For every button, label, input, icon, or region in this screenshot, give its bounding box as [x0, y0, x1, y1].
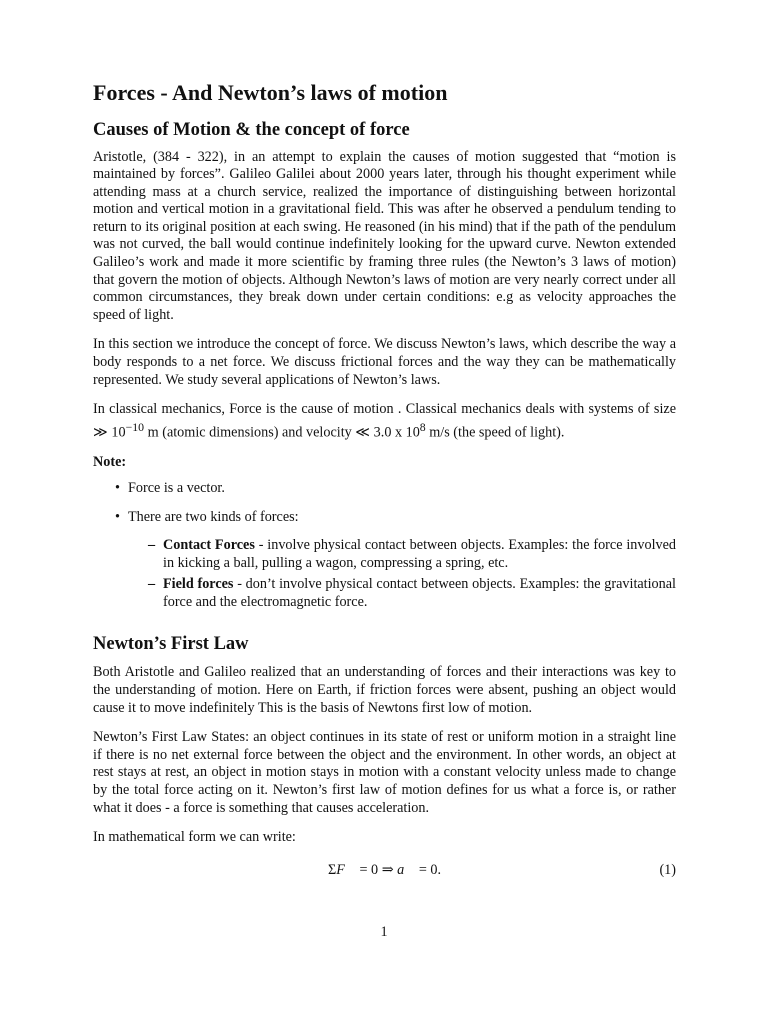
equation-1 — [93, 859, 676, 881]
exponent-speed-of-light: 8 — [419, 419, 426, 434]
bullet-text: There are two kinds of forces: — [128, 509, 299, 526]
paragraph-aristotle-galileo-forces: Both Aristotle and Galileo realized that an understanding of forces and their interactions was key to the understanding of motion. Here on Earth, if friction forces were absent, pushing an object would cause it to move indefinitely This is the basis of Newtons first low of motion. — [93, 664, 676, 716]
paragraph-first-law-statement: Newton’s First Law States: an object continues in its state of rest or uniform motion in a straight line if there is no net external force between the object and the environment. In other words, an object at rest stays at rest, an object in motion stays in motion with a constant velocity unless made to change by the total force acting on it. Newton’s first law of motion defines for us what a force is, or rather what it does - a force is something that causes acceleration. — [93, 729, 676, 816]
page-number: 1 — [380, 924, 388, 940]
document-title: Forces - And Newton’s laws of motion — [93, 80, 448, 105]
classical-mechanics-text-2: m (atomic dimensions) and velocity ≪ 3.0 x 10 — [144, 424, 420, 441]
term-field-forces: Field forces — [163, 576, 234, 593]
section-heading-newtons-first-law: Newton’s First Law — [93, 634, 249, 655]
paragraph-mathematical-form: In mathematical form we can write: — [93, 829, 296, 846]
bullet-kinds-of-forces — [93, 509, 676, 611]
paragraph-aristotle-galileo: Aristotle, (384 - 322), in an attempt to explain the causes of motion suggested that “motion is maintained by forces”. Galileo Galilei about 2000 years later, through his thought experiment while attending mass at a church service, realized the importance of distinguishing between horizontal motion and vertical motion in a gravitational field. This was after he observed a pendulum tending to return to its original position at each swing. He reasoned (in his mind) that if the path of the pendulum was not curved, the ball would continue indefinitely looking for the upward curve. Newton extended Galileo’s work and made it more scientific by framing three rules (the Newton’s 3 laws of motion) that govern the motion of objects. Although Newton’s laws of motion are very nearly correct under all common circumstances, they break down under certain conditions: e.g as velocity approaches the speed of light. — [93, 148, 676, 323]
note-label: Note: — [93, 454, 127, 471]
subitem-contact-forces — [128, 537, 676, 572]
equation-number: (1) — [659, 861, 676, 878]
classical-mechanics-text-3: m/s (the speed of light). — [425, 424, 565, 441]
bullet-force-is-vector — [93, 480, 676, 498]
exponent-atomic-size: −10 — [125, 419, 145, 434]
paragraph-section-intro: In this section we introduce the concept of force. We discuss Newton’s laws, which describe the way a body responds to a net force. We discuss frictional forces and the way they can be mathematically represented. We study several applications of Newton’s laws. — [93, 336, 676, 388]
field-forces-description: - don’t involve physical contact between objects. Examples: the gravitational force and the electromagnetic force. — [163, 576, 676, 610]
contact-forces-description: - involve physical contact between objects. Examples: the force involved in kicking a ball, pulling a wagon, compressing a spring, etc. — [163, 536, 676, 571]
section-heading-causes-of-motion: Causes of Motion & the concept of force — [93, 120, 410, 141]
force-kinds-sublist — [128, 537, 676, 611]
equation-net-force-zero: ΣF⃗ = 0 ⇒ a⃗ = 0. — [327, 861, 442, 878]
subitem-field-forces — [128, 576, 676, 611]
note-bullet-list — [93, 480, 676, 612]
term-contact-forces: Contact Forces — [163, 536, 255, 553]
bullet-text: Force is a vector. — [128, 479, 225, 496]
classical-mechanics-text-1: In classical mechanics, Force is the cause of motion . Classical mechanics deals with systems of size ≫ 10 — [93, 401, 676, 441]
paragraph-classical-mechanics — [93, 401, 676, 442]
document-page — [93, 80, 676, 881]
